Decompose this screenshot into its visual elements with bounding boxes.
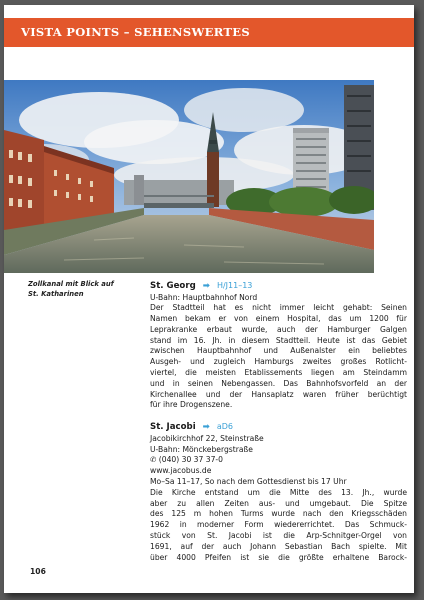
caption-line: St. Katharinen [28,289,84,298]
transit-info: U-Bahn: Mönckebergstraße [150,444,253,454]
text-line: Kirchenallee und der Hansaplatz waren früher berüchtigt [150,389,407,399]
text-line: über 4000 Pfeifen ist sie die größte erhaltene Barock- [150,552,407,562]
text-line: des 125 m hohen Turms wurde nach den Kriegsschäden [150,509,407,519]
text-line: 1691, auf der auch Johann Sebastian Bach spielte. Mit [150,541,407,551]
text-line: aber zu allen Zeiten aus- und umgebaut. Die Spitze [150,498,407,508]
arrow-right-icon: ➡ [202,422,210,433]
entry-title: St. Georg [150,281,196,291]
text-line: und in seinen Nebengassen. Das Bahnhofsvorfeld an der [150,378,407,388]
text-line: Leprakranke erbaut wurde, auch der Hamburger Galgen [150,324,407,334]
map-reference: aD6 [216,422,234,432]
address: Jacobikirchhof 22, Steinstraße [150,433,264,443]
text-line: Namen bekam er von einem Hospital, das um 1200 für [150,314,407,324]
section-title: VISTA POINTS – SEHENSWERTES [21,25,250,39]
text-line: viertel, die meisten Etablissements liegen am Steindamm [150,368,407,378]
text-line: Ausgeh- und zugleich Hamburgs zweites großes Rotlicht- [150,357,407,367]
text-line: Der Stadtteil hat es nicht immer leicht gehabt: Seinen [150,303,407,313]
entry-heading-st-georg [150,280,407,293]
book-page [4,5,414,593]
entry-title: St. Jacobi [150,422,196,433]
map-reference: H/J11–13 [216,281,253,290]
text-line: zwischen Hauptbahnhof und Außenalster ein beliebtes [150,346,407,356]
arrow-right-icon: ➡ [202,281,210,291]
text-line: stück von St. Jacobi ist die Arp-Schnitger-Orgel von [150,530,407,540]
page-number: 106 [30,567,46,576]
text-line: stand im 16. Jh. in diesem Stadtteil. Heute ist das Gebiet [150,335,407,345]
text-line: Die Kirche entstand um die Mitte des 13. Jh., wurde [150,487,407,497]
photo-caption [28,280,126,299]
opening-hours: Mo–Sa 11–17, So nach dem Gottesdienst bis 17 Uhr [150,476,347,486]
main-text-column [150,280,407,563]
caption-line: Zollkanal mit Blick auf [28,280,114,288]
text-line: 1962 in moderner Form wiedererrichtet. Das Schmuck- [150,520,407,530]
transit-info: U-Bahn: Hauptbahnhof Nord [150,292,258,302]
website: www.jacobus.de [150,466,212,476]
text-line: für ihre Drogenszene. [150,400,233,410]
entry-heading-st-jacobi [150,421,407,434]
canal-photo [4,80,374,273]
section-header-bar [4,18,414,47]
phone-number: ✆ (040) 30 37 37-0 [150,455,223,465]
